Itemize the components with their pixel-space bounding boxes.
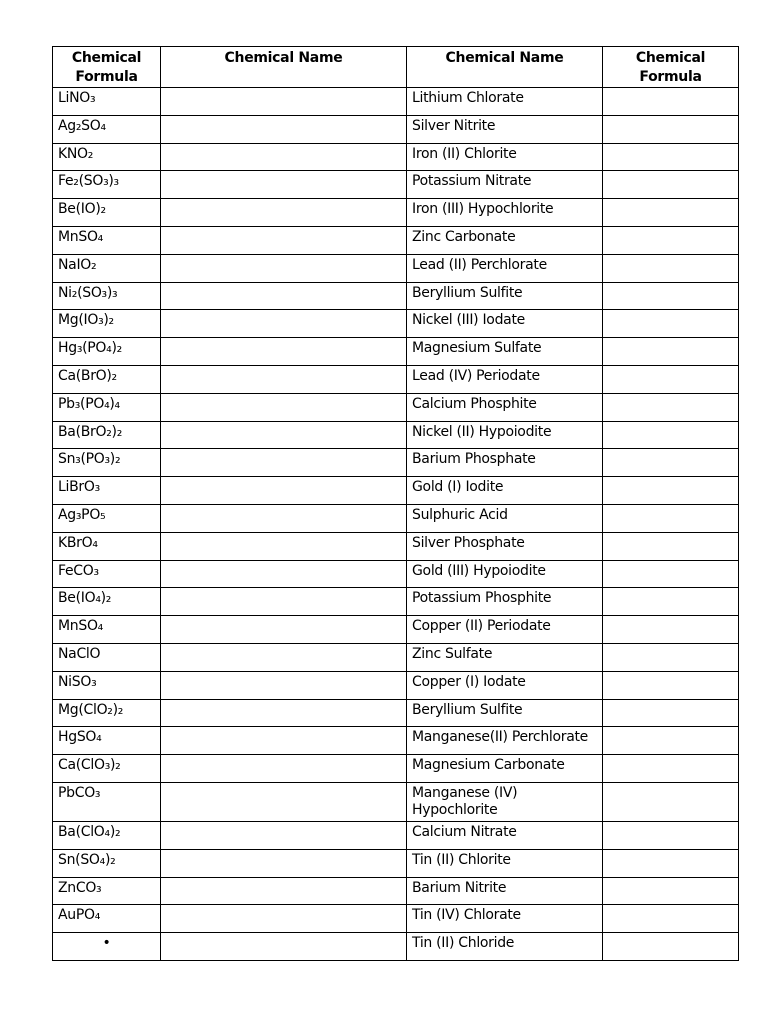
formula-answer-cell[interactable] xyxy=(603,477,739,505)
formula-cell: ZnCO₃ xyxy=(53,877,161,905)
formula-answer-cell[interactable] xyxy=(603,671,739,699)
header-name-right: Chemical Name xyxy=(407,47,603,88)
formula-answer-cell[interactable] xyxy=(603,115,739,143)
name-answer-cell[interactable] xyxy=(161,365,407,393)
formula-cell: AuPO₄ xyxy=(53,905,161,933)
formula-answer-cell[interactable] xyxy=(603,905,739,933)
formula-cell: LiNO₃ xyxy=(53,88,161,116)
table-row xyxy=(53,560,739,588)
table-row xyxy=(53,365,739,393)
table-row xyxy=(53,199,739,227)
name-answer-cell[interactable] xyxy=(161,504,407,532)
table-row xyxy=(53,643,739,671)
formula-answer-cell[interactable] xyxy=(603,699,739,727)
formula-cell: Mg(IO₃)₂ xyxy=(53,310,161,338)
table-row xyxy=(53,115,739,143)
name-cell: Gold (III) Hypoiodite xyxy=(407,560,603,588)
formula-cell: Be(IO₄)₂ xyxy=(53,588,161,616)
formula-cell: Ni₂(SO₃)₃ xyxy=(53,282,161,310)
name-cell: Potassium Phosphite xyxy=(407,588,603,616)
formula-cell: Ca(ClO₃)₂ xyxy=(53,755,161,783)
name-answer-cell[interactable] xyxy=(161,199,407,227)
table-row xyxy=(53,282,739,310)
name-cell: Calcium Nitrate xyxy=(407,821,603,849)
table-row xyxy=(53,933,739,961)
formula-cell: MnSO₄ xyxy=(53,616,161,644)
formula-answer-cell[interactable] xyxy=(603,560,739,588)
formula-answer-cell[interactable] xyxy=(603,616,739,644)
name-cell: Lead (IV) Periodate xyxy=(407,365,603,393)
name-cell: Gold (I) Iodite xyxy=(407,477,603,505)
name-cell: Tin (II) Chlorite xyxy=(407,849,603,877)
name-answer-cell[interactable] xyxy=(161,338,407,366)
name-answer-cell[interactable] xyxy=(161,782,407,821)
name-answer-cell[interactable] xyxy=(161,477,407,505)
name-cell: Beryllium Sulfite xyxy=(407,699,603,727)
table-row xyxy=(53,393,739,421)
name-answer-cell[interactable] xyxy=(161,905,407,933)
name-answer-cell[interactable] xyxy=(161,532,407,560)
formula-answer-cell[interactable] xyxy=(603,88,739,116)
formula-cell: NiSO₃ xyxy=(53,671,161,699)
name-cell: Tin (IV) Chlorate xyxy=(407,905,603,933)
table-row xyxy=(53,849,739,877)
name-cell: Iron (II) Chlorite xyxy=(407,143,603,171)
formula-answer-cell[interactable] xyxy=(603,532,739,560)
name-cell: Silver Nitrite xyxy=(407,115,603,143)
name-cell: Manganese(II) Perchlorate xyxy=(407,727,603,755)
table-row xyxy=(53,755,739,783)
formula-cell: Sn(SO₄)₂ xyxy=(53,849,161,877)
formula-cell: FeCO₃ xyxy=(53,560,161,588)
table-row xyxy=(53,905,739,933)
name-cell: Lead (II) Perchlorate xyxy=(407,254,603,282)
formula-answer-cell[interactable] xyxy=(603,933,739,961)
formula-cell: NaIO₂ xyxy=(53,254,161,282)
table-row xyxy=(53,226,739,254)
formula-answer-cell[interactable] xyxy=(603,310,739,338)
formula-cell: Ba(BrO₂)₂ xyxy=(53,421,161,449)
name-answer-cell[interactable] xyxy=(161,643,407,671)
formula-cell: NaClO xyxy=(53,643,161,671)
table-row xyxy=(53,171,739,199)
formula-answer-cell[interactable] xyxy=(603,849,739,877)
formula-answer-cell[interactable] xyxy=(603,393,739,421)
formula-cell: Be(IO)₂ xyxy=(53,199,161,227)
formula-cell: KNO₂ xyxy=(53,143,161,171)
name-answer-cell[interactable] xyxy=(161,171,407,199)
formula-cell: Ag₃PO₅ xyxy=(53,504,161,532)
table-row xyxy=(53,143,739,171)
formula-answer-cell[interactable] xyxy=(603,254,739,282)
formula-answer-cell[interactable] xyxy=(603,643,739,671)
formula-cell: Mg(ClO₂)₂ xyxy=(53,699,161,727)
name-cell: Barium Phosphate xyxy=(407,449,603,477)
formula-cell: Hg₃(PO₄)₂ xyxy=(53,338,161,366)
name-answer-cell[interactable] xyxy=(161,560,407,588)
formula-cell: Pb₃(PO₄)₄ xyxy=(53,393,161,421)
formula-cell: Ba(ClO₄)₂ xyxy=(53,821,161,849)
name-cell: Zinc Carbonate xyxy=(407,226,603,254)
formula-answer-cell[interactable] xyxy=(603,821,739,849)
name-cell: Copper (II) Periodate xyxy=(407,616,603,644)
formula-cell: • xyxy=(53,933,161,961)
table-row xyxy=(53,338,739,366)
header-name-left: Chemical Name xyxy=(161,47,407,88)
formula-cell: MnSO₄ xyxy=(53,226,161,254)
formula-cell: HgSO₄ xyxy=(53,727,161,755)
name-answer-cell[interactable] xyxy=(161,254,407,282)
formula-cell: Fe₂(SO₃)₃ xyxy=(53,171,161,199)
name-answer-cell[interactable] xyxy=(161,821,407,849)
formula-answer-cell[interactable] xyxy=(603,171,739,199)
table-row xyxy=(53,532,739,560)
table-body xyxy=(53,88,739,961)
name-answer-cell[interactable] xyxy=(161,727,407,755)
formula-cell: Ag₂SO₄ xyxy=(53,115,161,143)
formula-cell: Sn₃(PO₃)₂ xyxy=(53,449,161,477)
table-row xyxy=(53,504,739,532)
name-cell: Calcium Phosphite xyxy=(407,393,603,421)
formula-answer-cell[interactable] xyxy=(603,782,739,821)
name-cell: Magnesium Sulfate xyxy=(407,338,603,366)
formula-answer-cell[interactable] xyxy=(603,226,739,254)
name-cell: Sulphuric Acid xyxy=(407,504,603,532)
formula-answer-cell[interactable] xyxy=(603,421,739,449)
name-cell: Lithium Chlorate xyxy=(407,88,603,116)
name-cell: Zinc Sulfate xyxy=(407,643,603,671)
table-row xyxy=(53,477,739,505)
formula-cell: PbCO₃ xyxy=(53,782,161,821)
name-answer-cell[interactable] xyxy=(161,226,407,254)
chemical-worksheet-table xyxy=(52,46,739,961)
formula-cell: LiBrO₃ xyxy=(53,477,161,505)
formula-answer-cell[interactable] xyxy=(603,877,739,905)
name-cell: Silver Phosphate xyxy=(407,532,603,560)
name-answer-cell[interactable] xyxy=(161,88,407,116)
name-answer-cell[interactable] xyxy=(161,877,407,905)
name-answer-cell[interactable] xyxy=(161,115,407,143)
name-cell: Nickel (III) Iodate xyxy=(407,310,603,338)
name-answer-cell[interactable] xyxy=(161,449,407,477)
table-row xyxy=(53,782,739,821)
formula-cell: KBrO₄ xyxy=(53,532,161,560)
table-row xyxy=(53,88,739,116)
formula-answer-cell[interactable] xyxy=(603,504,739,532)
name-answer-cell[interactable] xyxy=(161,393,407,421)
name-cell: Nickel (II) Hypoiodite xyxy=(407,421,603,449)
name-answer-cell[interactable] xyxy=(161,616,407,644)
name-answer-cell[interactable] xyxy=(161,933,407,961)
header-formula-left: Chemical Formula xyxy=(53,47,161,88)
table-row xyxy=(53,310,739,338)
formula-answer-cell[interactable] xyxy=(603,282,739,310)
table-row xyxy=(53,699,739,727)
name-answer-cell[interactable] xyxy=(161,849,407,877)
table-row xyxy=(53,616,739,644)
table-row xyxy=(53,727,739,755)
name-cell: Magnesium Carbonate xyxy=(407,755,603,783)
name-cell: Tin (II) Chloride xyxy=(407,933,603,961)
table-row xyxy=(53,588,739,616)
table-row xyxy=(53,254,739,282)
name-answer-cell[interactable] xyxy=(161,421,407,449)
name-cell: Potassium Nitrate xyxy=(407,171,603,199)
table-row xyxy=(53,821,739,849)
formula-answer-cell[interactable] xyxy=(603,588,739,616)
name-answer-cell[interactable] xyxy=(161,143,407,171)
name-answer-cell[interactable] xyxy=(161,310,407,338)
name-cell: Manganese (IV) Hypochlorite xyxy=(407,782,603,821)
formula-answer-cell[interactable] xyxy=(603,143,739,171)
table-row xyxy=(53,421,739,449)
formula-cell: Ca(BrO)₂ xyxy=(53,365,161,393)
table-row xyxy=(53,877,739,905)
name-answer-cell[interactable] xyxy=(161,588,407,616)
formula-answer-cell[interactable] xyxy=(603,727,739,755)
formula-answer-cell[interactable] xyxy=(603,338,739,366)
table-row xyxy=(53,671,739,699)
table-row xyxy=(53,449,739,477)
header-formula-right: Chemical Formula xyxy=(603,47,739,88)
formula-answer-cell[interactable] xyxy=(603,449,739,477)
formula-answer-cell[interactable] xyxy=(603,365,739,393)
header-row xyxy=(53,47,739,88)
name-cell: Copper (I) Iodate xyxy=(407,671,603,699)
formula-answer-cell[interactable] xyxy=(603,199,739,227)
name-cell: Beryllium Sulfite xyxy=(407,282,603,310)
name-cell: Iron (III) Hypochlorite xyxy=(407,199,603,227)
name-answer-cell[interactable] xyxy=(161,671,407,699)
name-answer-cell[interactable] xyxy=(161,699,407,727)
name-answer-cell[interactable] xyxy=(161,282,407,310)
name-cell: Barium Nitrite xyxy=(407,877,603,905)
formula-answer-cell[interactable] xyxy=(603,755,739,783)
name-answer-cell[interactable] xyxy=(161,755,407,783)
